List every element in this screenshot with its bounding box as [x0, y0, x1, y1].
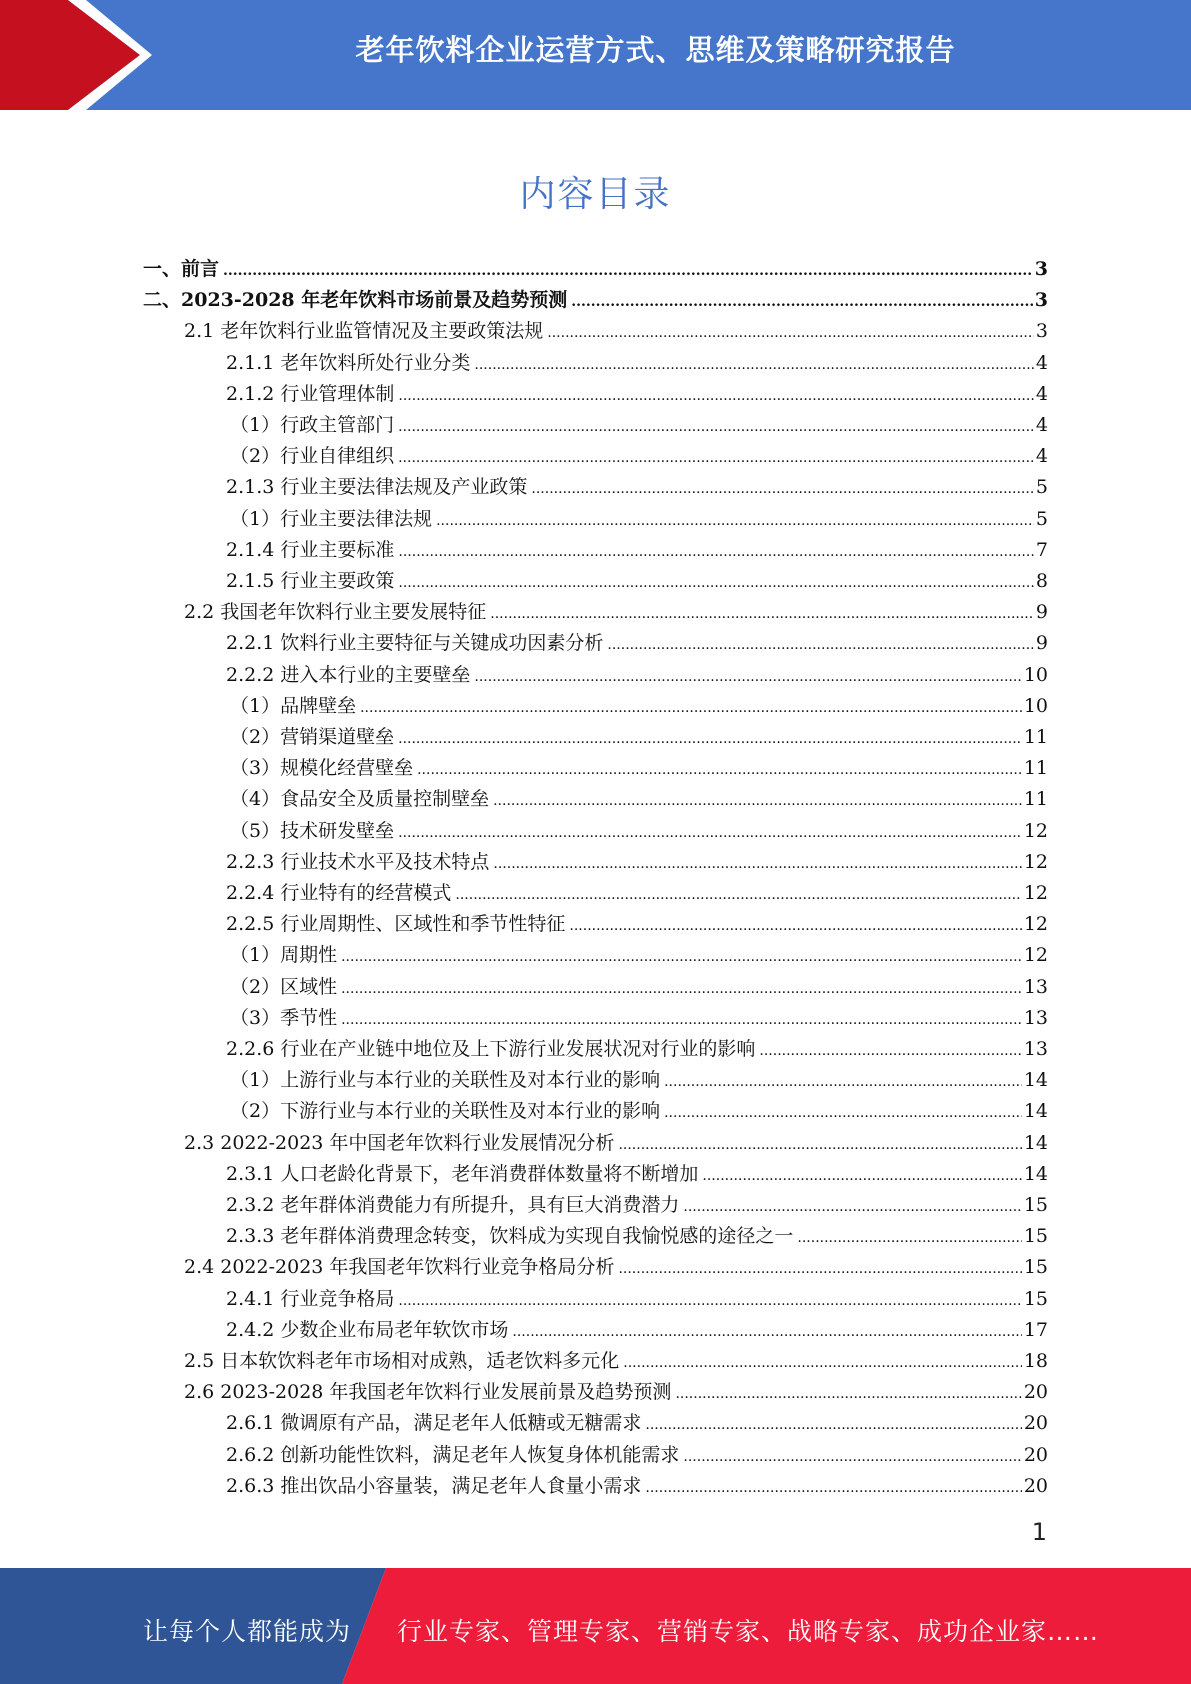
toc-entry-page: 14: [1023, 1131, 1048, 1154]
toc-entry-title: 2.2.3 行业技术水平及技术特点: [226, 850, 490, 873]
toc-leader-dots: [436, 506, 1034, 537]
toc-entry-title: 2.6.1 微调原有产品，满足老年人低糖或无糖需求: [226, 1412, 642, 1435]
toc-entry[interactable]: [184, 597, 1048, 628]
toc-entry-title: 2.2.2 进入本行业的主要壁垒: [226, 663, 471, 686]
toc-leader-dots: [398, 1286, 1021, 1317]
toc-entry-title: 2.1 老年饮料行业监管情况及主要政策法规: [184, 320, 544, 343]
toc-entry[interactable]: [226, 1221, 1048, 1252]
toc-entry-page: 4: [1035, 445, 1048, 468]
toc-leader-dots: [398, 537, 1034, 568]
toc-entry[interactable]: [230, 816, 1048, 847]
toc-entry[interactable]: [226, 1471, 1048, 1502]
toc-entry-title: （1）行政主管部门: [230, 414, 395, 436]
toc-leader-dots: [493, 849, 1021, 880]
toc-entry-title: （3）季节性: [230, 1006, 338, 1029]
toc-entry-page: 15: [1023, 1287, 1048, 1310]
toc-entry-page: 12: [1023, 850, 1048, 873]
toc-entry-page: 11: [1023, 757, 1048, 780]
toc-leader-dots: [341, 942, 1022, 973]
toc-entry-page: 4: [1035, 414, 1048, 436]
toc-entry-page: 17: [1023, 1318, 1048, 1341]
toc-entry-title: 2.2.6 行业在产业链中地位及上下游行业发展状况对行业的影响: [226, 1038, 756, 1060]
toc-leader-dots: [531, 474, 1034, 505]
toc-entry-title: 2.1.4 行业主要标准: [226, 538, 395, 561]
toc-entry[interactable]: [226, 1190, 1048, 1221]
toc-entry-page: 15: [1023, 1194, 1048, 1216]
toc-entry-page: 13: [1023, 975, 1048, 998]
toc-entry[interactable]: [226, 628, 1048, 659]
toc-entry-title: （1）周期性: [230, 944, 338, 967]
toc-leader-dots: [493, 786, 1022, 817]
toc-leader-dots: [759, 1036, 1021, 1067]
toc-leader-dots: [675, 1379, 1021, 1410]
toc-entry-title: 2.1.1 老年饮料所处行业分类: [226, 351, 471, 374]
toc-entry[interactable]: [226, 1440, 1048, 1471]
toc-entry[interactable]: [230, 441, 1048, 472]
toc-entry[interactable]: [226, 472, 1048, 503]
toc-leader-dots: [702, 1161, 1021, 1192]
toc-leader-dots: [797, 1223, 1021, 1254]
report-title: 老年饮料企业运营方式、思维及策略研究报告: [355, 33, 956, 67]
toc-entry-title: （2）区域性: [230, 975, 338, 998]
toc-entry-title: 2.3.1 人口老龄化背景下，老年消费群体数量将不断增加: [226, 1162, 699, 1185]
toc-entry-page: 10: [1023, 694, 1048, 717]
toc-entry[interactable]: [184, 1128, 1048, 1159]
toc-entry-page: 10: [1023, 663, 1048, 686]
toc-entry-title: 2.3.2 老年群体消费能力有所提升，具有巨大消费潜力: [226, 1194, 680, 1216]
toc-entry-title: （1）行业主要法律法规: [230, 507, 433, 530]
toc-leader-dots: [474, 662, 1021, 693]
toc-entry-page: 7: [1035, 538, 1048, 561]
toc-entry-title: （2）下游行业与本行业的关联性及对本行业的影响: [230, 1100, 661, 1123]
toc-entry[interactable]: [230, 1065, 1048, 1096]
toc-entry[interactable]: [230, 972, 1048, 1003]
toc-leader-dots: [360, 693, 1022, 724]
toc-entry[interactable]: [230, 410, 1048, 441]
toc-entry-page: 4: [1035, 382, 1048, 405]
toc-leader-dots: [455, 880, 1021, 911]
toc-entry[interactable]: [230, 691, 1048, 722]
toc-leader-dots: [398, 443, 1034, 474]
toc-entry-title: 2.4.1 行业竞争格局: [226, 1287, 395, 1310]
toc-heading: 内容目录: [519, 174, 672, 215]
toc-entry[interactable]: [230, 1003, 1048, 1034]
toc-entry-page: 4: [1035, 351, 1048, 374]
toc-entry-page: 8: [1035, 570, 1048, 592]
toc-leader-dots: [512, 1317, 1021, 1348]
toc-leader-dots: [341, 1005, 1022, 1036]
toc-entry-page: 20: [1023, 1381, 1048, 1404]
toc-entry-title: 二、2023-2028 年老年饮料市场前景及趋势预测: [143, 289, 568, 312]
toc-leader-dots: [664, 1067, 1022, 1098]
page-number: 1: [1031, 1518, 1047, 1546]
toc-entry-page: 14: [1023, 1069, 1048, 1092]
toc-entry[interactable]: [226, 535, 1048, 566]
toc-leader-dots: [341, 974, 1022, 1005]
toc-entry-page: 13: [1023, 1006, 1048, 1029]
toc-leader-dots: [571, 287, 1033, 318]
toc-leader-dots: [547, 318, 1034, 349]
toc-leader-dots: [645, 1410, 1021, 1441]
toc-entry-title: 一、前言: [143, 258, 220, 280]
toc-entry[interactable]: [230, 784, 1048, 815]
toc-entry[interactable]: [226, 909, 1048, 940]
toc-entry-title: 2.4.2 少数企业布局老年软饮市场: [226, 1318, 509, 1341]
toc-entry-title: 2.3 2022-2023 年中国老年饮料行业发展情况分析: [184, 1131, 615, 1154]
toc-entry[interactable]: [230, 753, 1048, 784]
toc-entry[interactable]: [230, 940, 1048, 971]
toc-entry-title: （1）品牌壁垒: [230, 694, 357, 717]
toc-entry[interactable]: [143, 285, 1048, 316]
toc-entry-page: 15: [1023, 1225, 1048, 1248]
toc-entry-page: 20: [1023, 1412, 1048, 1435]
toc-entry-title: 2.6 2023-2028 年我国老年饮料行业发展前景及趋势预测: [184, 1381, 672, 1404]
toc-entry[interactable]: [226, 566, 1048, 597]
toc-entry-page: 5: [1035, 476, 1048, 499]
toc-entry-page: 5: [1035, 507, 1048, 530]
header-banner: [0, 0, 1191, 110]
toc-leader-dots: [398, 724, 1022, 755]
footer-banner: [0, 1568, 1191, 1684]
toc-entry-title: 2.2.1 饮料行业主要特征与关键成功因素分析: [226, 632, 604, 655]
toc-entry-title: 2.5 日本软饮料老年市场相对成熟，适老饮料多元化: [184, 1350, 620, 1372]
toc-leader-dots: [398, 818, 1022, 849]
toc-entry[interactable]: [230, 1096, 1048, 1127]
toc-leader-dots: [569, 911, 1021, 942]
toc-entry-title: 2.1.2 行业管理体制: [226, 382, 395, 405]
toc-entry-page: 9: [1035, 601, 1048, 624]
toc-leader-dots: [683, 1442, 1021, 1473]
toc-leader-dots: [398, 568, 1034, 599]
toc-entry[interactable]: [226, 1408, 1048, 1439]
toc-entry-page: 12: [1023, 882, 1048, 904]
toc-entry-page: 3: [1035, 320, 1048, 343]
toc-leader-dots: [474, 350, 1034, 381]
toc-leader-dots: [623, 1348, 1022, 1379]
toc-leader-dots: [398, 412, 1034, 443]
toc-entry-title: （1）上游行业与本行业的关联性及对本行业的影响: [230, 1069, 661, 1092]
toc-leader-dots: [664, 1098, 1022, 1129]
toc-entry-title: 2.2 我国老年饮料行业主要发展特征: [184, 601, 487, 624]
toc-entry-page: 13: [1023, 1038, 1048, 1060]
toc-entry-page: 18: [1023, 1350, 1048, 1372]
footer-slogan-right: 行业专家、管理专家、营销专家、战略专家、成功企业家……: [397, 1617, 1100, 1646]
toc-entry-title: 2.6.2 创新功能性饮料，满足老年人恢复身体机能需求: [226, 1443, 680, 1466]
toc-leader-dots: [490, 599, 1034, 630]
toc-entry-page: 11: [1023, 788, 1048, 811]
toc-entry[interactable]: [226, 1284, 1048, 1315]
toc-entry-page: 20: [1023, 1474, 1048, 1497]
toc-entry-page: 12: [1023, 944, 1048, 967]
toc-entry[interactable]: [226, 1159, 1048, 1190]
toc-entry-page: 12: [1023, 819, 1048, 842]
toc-entry[interactable]: [143, 254, 1048, 285]
toc-entry-title: （4）食品安全及质量控制壁垒: [230, 788, 490, 811]
toc-entry[interactable]: [226, 1315, 1048, 1346]
footer-slogan-left: 让每个人都能成为: [143, 1617, 352, 1646]
toc-entry-title: 2.4 2022-2023 年我国老年饮料行业竞争格局分析: [184, 1256, 615, 1279]
toc-leader-dots: [398, 381, 1034, 412]
toc-entry[interactable]: [226, 379, 1048, 410]
toc-entry-page: 11: [1023, 726, 1048, 748]
toc-entry-page: 14: [1023, 1100, 1048, 1123]
toc-leader-dots: [618, 1130, 1021, 1161]
toc-entry[interactable]: [184, 316, 1048, 347]
toc-entry-page: 15: [1023, 1256, 1048, 1279]
toc-entry[interactable]: [226, 847, 1048, 878]
toc-leader-dots: [645, 1473, 1021, 1504]
toc-entry[interactable]: [184, 1252, 1048, 1283]
toc-entry[interactable]: [226, 348, 1048, 379]
toc-entry-page: 9: [1035, 632, 1048, 655]
toc-entry-title: （3）规模化经营壁垒: [230, 757, 414, 780]
toc-entry[interactable]: [226, 878, 1048, 909]
toc-entry-page: 20: [1023, 1443, 1048, 1466]
toc-entry-title: 2.2.4 行业特有的经营模式: [226, 882, 452, 904]
toc-entry[interactable]: [226, 1034, 1048, 1065]
toc-entry-title: （2）行业自律组织: [230, 445, 395, 468]
toc-entry-title: 2.1.5 行业主要政策: [226, 570, 395, 592]
toc-entry[interactable]: [226, 660, 1048, 691]
toc-entry-title: 2.2.5 行业周期性、区域性和季节性特征: [226, 913, 566, 936]
toc-leader-dots: [223, 256, 1033, 287]
toc-entry-title: （2）营销渠道壁垒: [230, 726, 395, 748]
toc-leader-dots: [618, 1254, 1021, 1285]
toc-entry[interactable]: [184, 1377, 1048, 1408]
toc-entry-page: 14: [1023, 1162, 1048, 1185]
toc-entry-title: 2.6.3 推出饮品小容量装，满足老年人食量小需求: [226, 1474, 642, 1497]
toc-entry-page: 3: [1034, 289, 1048, 312]
toc-leader-dots: [417, 755, 1022, 786]
toc-entry-title: 2.3.3 老年群体消费理念转变，饮料成为实现自我愉悦感的途径之一: [226, 1225, 794, 1248]
toc-entry[interactable]: [184, 1346, 1048, 1377]
toc-leader-dots: [607, 630, 1034, 661]
toc-leader-dots: [683, 1192, 1021, 1223]
toc-entry-title: （5）技术研发壁垒: [230, 819, 395, 842]
toc-entry-page: 12: [1023, 913, 1048, 936]
toc-entry[interactable]: [230, 722, 1048, 753]
toc-entry-page: 3: [1034, 258, 1048, 280]
toc-entry[interactable]: [230, 504, 1048, 535]
toc-entry-title: 2.1.3 行业主要法律法规及产业政策: [226, 476, 528, 499]
